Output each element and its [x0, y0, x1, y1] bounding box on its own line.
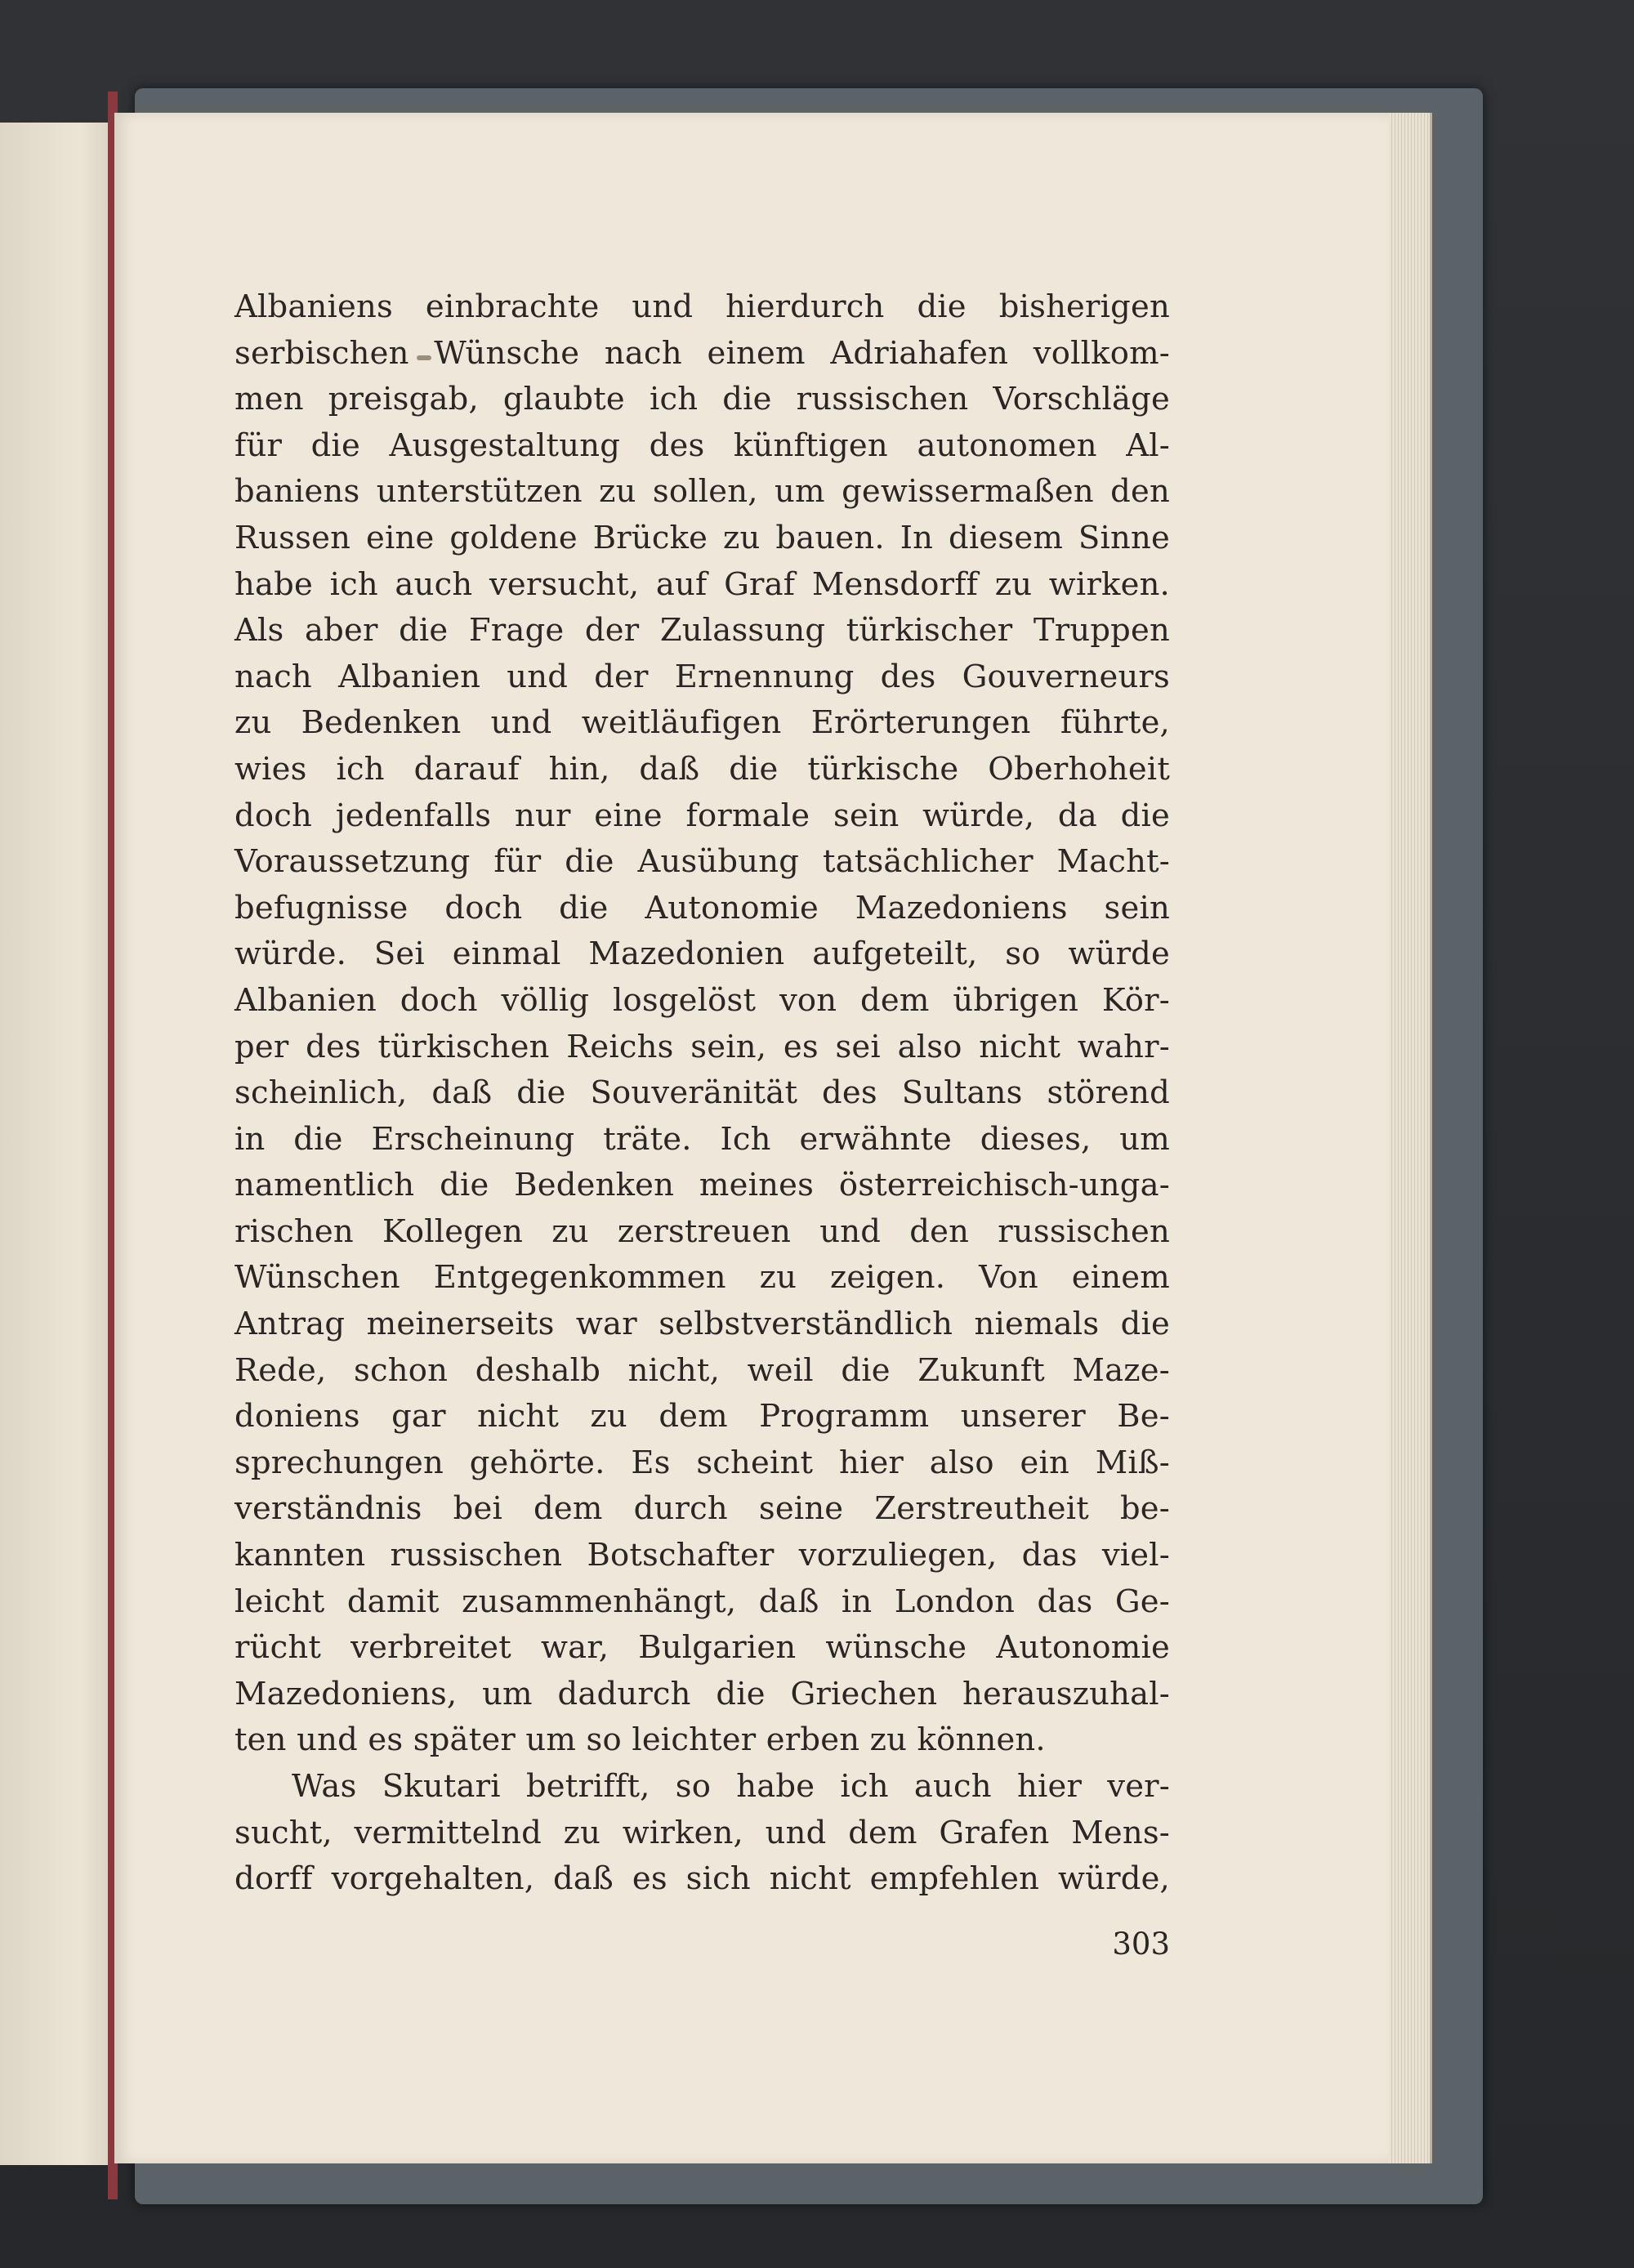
text-line: zu Bedenken und weitläufigen Erörterungen führte,: [234, 704, 1170, 742]
text-line: Voraussetzung für die Ausübung tatsächlicher Macht-: [234, 843, 1170, 881]
text-line: für die Ausgestaltung des künftigen autonomen Al-: [234, 426, 1170, 464]
text-line: namentlich die Bedenken meines österreichisch-unga-: [234, 1167, 1170, 1204]
text-line: befugnisse doch die Autonomie Mazedoniens sein: [234, 889, 1170, 926]
text-line: Wünschen Entgegenkommen zu zeigen. Von einem: [234, 1259, 1170, 1297]
text-line: habe ich auch versucht, auf Graf Mensdorff zu wirken.: [234, 565, 1170, 603]
body-text: [234, 284, 1170, 1903]
text-line: nach Albanien und der Ernennung des Gouverneurs: [234, 658, 1170, 695]
text-line: Was Skutari betrifft, so habe ich auch hier ver-: [292, 1768, 1170, 1805]
text-line: doniens gar nicht zu dem Programm unserer Be-: [234, 1398, 1170, 1435]
text-line: Als aber die Frage der Zulassung türkischer Truppen: [234, 612, 1170, 650]
text-line: scheinlich, daß die Souveränität des Sultans störend: [234, 1074, 1170, 1112]
text-line: Antrag meinerseits war selbstverständlich niemals die: [234, 1306, 1170, 1343]
text-line: verständnis bei dem durch seine Zerstreutheit be-: [234, 1490, 1170, 1528]
text-line: dorff vorgehalten, daß es sich nicht empfehlen würde,: [234, 1860, 1170, 1898]
text-line: Rede, schon deshalb nicht, weil die Zukunft Maze-: [234, 1351, 1170, 1389]
text-line: leicht damit zusammenhängt, daß in London das Ge-: [234, 1583, 1170, 1620]
page-edges: [1389, 113, 1432, 2163]
text-line: Albanien doch völlig losgelöst von dem übrigen Kör-: [234, 981, 1170, 1019]
page-number: 303: [1112, 1926, 1170, 1962]
text-line: baniens unterstützen zu sollen, um gewissermaßen den: [234, 473, 1170, 511]
text-line: Russen eine goldene Brücke zu bauen. In diesem Sinne: [234, 519, 1170, 556]
text-line: men preisgab, glaubte ich die russischen Vorschläge: [234, 381, 1170, 418]
text-line: in die Erscheinung träte. Ich erwähnte dieses, um: [234, 1120, 1170, 1158]
text-line: Albaniens einbrachte und hierdurch die bisherigen: [234, 288, 1170, 325]
text-line: rischen Kollegen zu zerstreuen und den russischen: [234, 1212, 1170, 1250]
text-line: wies ich darauf hin, daß die türkische Oberhoheit: [234, 750, 1170, 788]
left-page-edge: [0, 123, 114, 2165]
text-line: Mazedoniens, um dadurch die Griechen herauszuhal-: [234, 1675, 1170, 1712]
text-line: per des türkischen Reichs sein, es sei also nicht wahr-: [234, 1028, 1170, 1065]
text-line: rücht verbreitet war, Bulgarien wünsche Autonomie: [234, 1629, 1170, 1667]
text-line: kannten russischen Botschafter vorzuliegen, das viel-: [234, 1537, 1170, 1574]
text-line: sprechungen gehörte. Es scheint hier also ein Miß-: [234, 1444, 1170, 1481]
text-line: würde. Sei einmal Mazedonien aufgeteilt, so würde: [234, 935, 1170, 973]
text-line: serbischen Wünsche nach einem Adriahafen vollkom-: [234, 334, 1170, 372]
text-line: ten und es später um so leichter erben zu können.: [234, 1721, 1046, 1759]
text-line: doch jedenfalls nur eine formale sein würde, da die: [234, 797, 1170, 834]
text-line: sucht, vermittelnd zu wirken, und dem Grafen Mens-: [234, 1814, 1170, 1851]
